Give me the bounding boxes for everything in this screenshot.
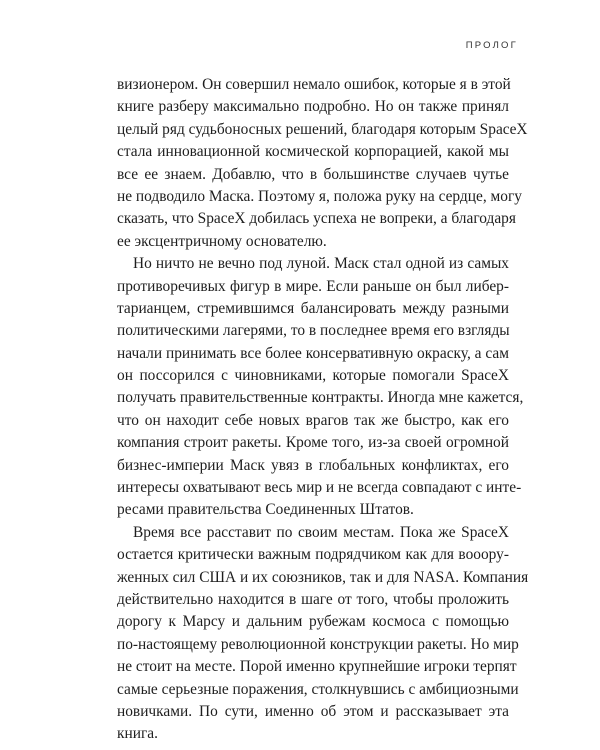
text-line: он поссорился с чиновниками, которые помогали SpaceX [117,367,509,385]
text-line: что он находит себе новых врагов так же быстро, как его [117,411,509,429]
text-line: компания строит ракеты. Кроме того, из-за своей огромной [117,434,509,452]
text-line: дорогу к Марсу и дальним рубежам космоса с помощью [117,613,509,631]
text-line: целый ряд судьбоносных решений, благодаря которым SpaceX [117,120,528,138]
paragraph-1 [117,74,528,253]
text-line: остается критически важным подрядчиком как для вооору- [117,546,509,564]
text-line: ресами правительства Соединенных Штатов. [117,501,414,519]
text-line: не подводило Маска. Поэтому я, положа руку на сердце, могу [117,187,522,205]
text-line: действительно находится в шаге от того, чтобы проложить [117,590,509,608]
text-line: тарианцем, стремившимся балансировать между разными [117,299,509,317]
text-line: получать правительственные контракты. Иногда мне кажется, [117,389,524,407]
text-line: Но ничто не вечно под луной. Маск стал одной из самых [133,255,509,273]
text-line: сказать, что SpaceX добилась успеха не вопреки, а благодаря [117,210,516,228]
text-line: начали принимать все более консервативную окраску, а сам [117,344,509,362]
text-column [117,74,529,746]
text-line: интересы охватывают весь мир и не всегда совпадают с инте- [117,479,522,497]
text-line: стала инновационной космической корпорацией, какой мы [117,143,509,161]
paragraph-3 [117,522,529,746]
text-line: новичками. По сути, именно об этом и рассказывает эта [117,702,509,720]
text-line: по-настоящему революционной конструкции ракеты. Но мир [117,635,519,653]
text-line: ее эксцентричному основателю. [117,232,327,250]
text-line: противоречивых фигур в мире. Если раньше он был либер- [117,277,509,295]
text-line: самые серьезные поражения, столкнувшись с амбициозными [117,680,519,698]
text-line: Время все расставит по своим местам. Пока же SpaceX [133,523,509,541]
paragraph-2 [117,253,524,522]
text-line: не стоит на месте. Порой именно крупнейшие игроки терпят [117,658,517,676]
running-header: ПРОЛОГ [465,40,518,51]
text-line: все ее знаем. Добавлю, что в большинстве случаев чутье [117,165,509,183]
text-line: визионером. Он совершил немало ошибок, которые я в этой [117,76,511,93]
text-line: бизнес-империи Маск увяз в глобальных конфликтах, его [117,456,509,474]
text-line: политическими лагерями, то в последнее время его взгляды [117,322,510,340]
text-line: книга. [117,725,158,743]
text-line: женных сил США и их союзников, так и для NASA. Компания [117,568,529,586]
text-line: книге разберу максимально подробно. Но он также принял [117,98,509,116]
